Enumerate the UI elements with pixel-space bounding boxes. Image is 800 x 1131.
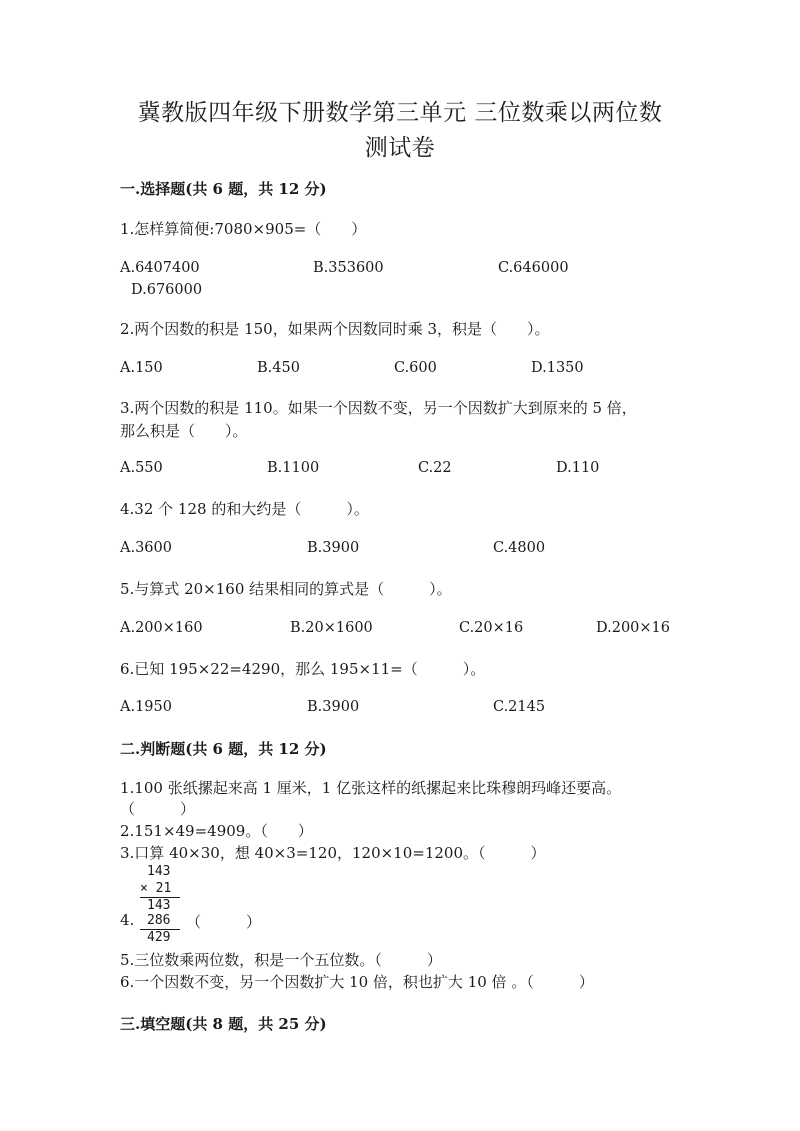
calc-row-result: 429: [147, 930, 171, 945]
choice-question-5: 5.与算式 20×160 结果相同的算式是（ ）。: [120, 580, 452, 598]
choice-q4-option-a: A.3600: [120, 540, 172, 556]
choice-q1-option-d: D.676000: [131, 282, 203, 298]
choice-q4-option-c: C.4800: [493, 540, 546, 556]
choice-question-6: 6.已知 195×22=4290，那么 195×11=（ ）。: [120, 660, 486, 678]
choice-q2-option-a: A.150: [120, 360, 163, 376]
judge-question-6: 6.一个因数不变，另一个因数扩大 10 倍，积也扩大 10 倍 。（ ）: [120, 973, 594, 991]
choice-question-4: 4.32 个 128 的和大约是（ ）。: [120, 500, 369, 518]
choice-q3-option-c: C.22: [418, 460, 452, 476]
page-title: 冀教版四年级下册数学第三单元 三位数乘以两位数: [137, 100, 663, 126]
choice-q6-option-c: C.2145: [493, 699, 546, 715]
calc-row-multiplier: × 21: [140, 881, 172, 896]
choice-q5-option-c: C.20×16: [459, 620, 524, 636]
judge-question-1-line1: 1.100 张纸摞起来高 1 厘米，1 亿张这样的纸摞起来比珠穆朗玛峰还要高。: [120, 779, 622, 797]
choice-question-2: 2.两个因数的积是 150，如果两个因数同时乘 3，积是（ ）。: [120, 320, 550, 338]
choice-question-3-line1: 3.两个因数的积是 110。如果一个因数不变，另一个因数扩大到原来的 5 倍，: [120, 399, 637, 417]
choice-q1-option-c: C.646000: [498, 260, 569, 276]
choice-q1-option-a: A.6407400: [120, 260, 200, 276]
page-title-line2: 测试卷: [364, 135, 436, 161]
choice-q2-option-b: B.450: [257, 360, 300, 376]
choice-question-1: 1.怎样算简便:7080×905=（ ）: [120, 220, 367, 238]
choice-q4-option-b: B.3900: [307, 540, 360, 556]
choice-q2-option-d: D.1350: [531, 360, 584, 376]
section-heading-judge: 二.判断题(共 6 题，共 12 分): [120, 740, 327, 758]
choice-q3-option-d: D.110: [556, 460, 600, 476]
judge-question-1-line2: （ ）: [120, 800, 196, 818]
choice-q3-option-b: B.1100: [267, 460, 320, 476]
section-heading-fill: 三.填空题(共 8 题，共 25 分): [120, 1015, 327, 1033]
choice-question-3-line2: 那么积是（ ）。: [120, 422, 248, 440]
judge-question-4-answer: （ ）: [186, 913, 262, 931]
calc-row-partial-2: 286: [147, 913, 171, 928]
choice-q1-option-b: B.353600: [313, 260, 384, 276]
choice-q2-option-c: C.600: [394, 360, 437, 376]
judge-question-4-number: 4.: [120, 911, 135, 929]
section-heading-choice: 一.选择题(共 6 题，共 12 分): [120, 180, 327, 198]
calc-row-multiplicand: 143: [147, 864, 171, 879]
choice-q3-option-a: A.550: [120, 460, 163, 476]
choice-q5-option-a: A.200×160: [120, 620, 203, 636]
judge-question-2: 2.151×49=4909。（ ）: [120, 822, 313, 840]
judge-question-5: 5.三位数乘两位数，积是一个五位数。（ ）: [120, 951, 442, 969]
judge-question-3: 3.口算 40×30，想 40×3=120，120×10=1200。（ ）: [120, 844, 546, 862]
choice-q5-option-b: B.20×1600: [290, 620, 373, 636]
choice-q6-option-b: B.3900: [307, 699, 360, 715]
calc-row-partial-1: 143: [147, 898, 171, 913]
choice-q5-option-d: D.200×16: [596, 620, 670, 636]
choice-q6-option-a: A.1950: [120, 699, 172, 715]
